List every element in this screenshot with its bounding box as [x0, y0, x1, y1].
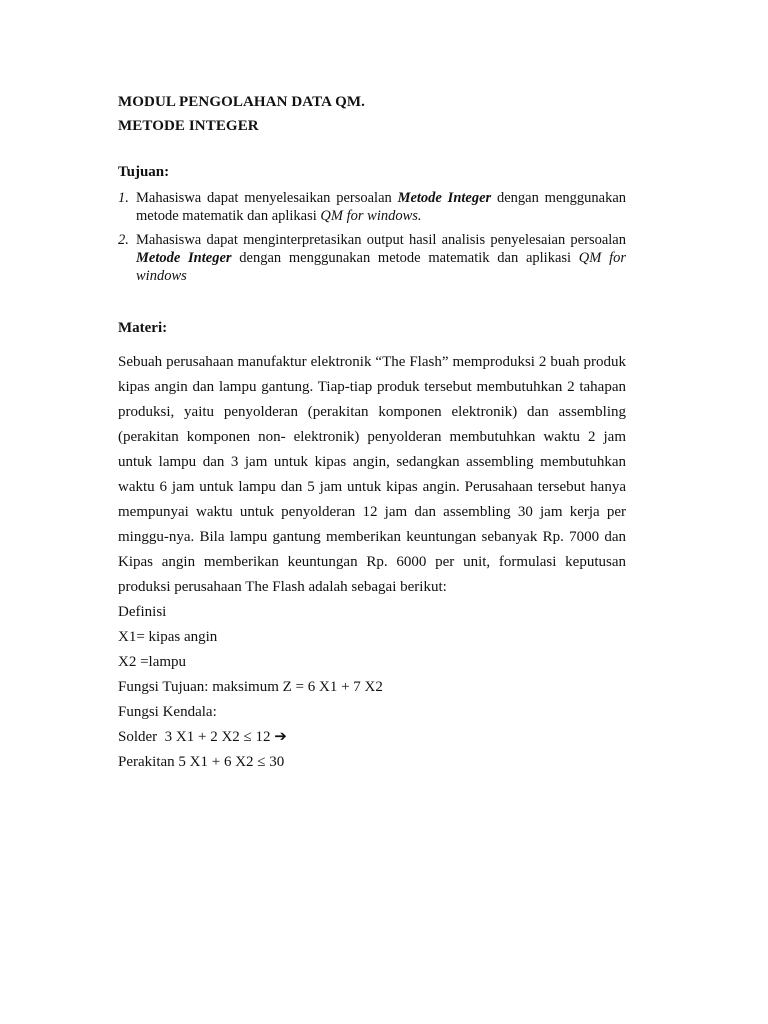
tujuan-item-number: 2.: [118, 232, 129, 248]
tujuan-item-2: [118, 231, 626, 285]
tujuan-heading: Tujuan:: [118, 164, 170, 180]
materi-heading: Materi:: [118, 320, 168, 336]
tujuan-text: .: [417, 208, 422, 224]
tujuan-item-1: [118, 189, 626, 225]
tujuan-item-number: 1.: [118, 190, 129, 206]
tujuan-text: Mahasiswa dapat menginterpretasikan output hasil analisis penyelesaian persoalan: [136, 232, 626, 248]
title-line-1: MODUL PENGOLAHAN DATA QM.: [118, 94, 365, 110]
definition-x2: X2 =lampu: [118, 654, 187, 670]
definition-x1: X1= kipas angin: [118, 629, 218, 645]
arrow-right-icon: ➔: [274, 729, 287, 745]
constraint-solder-text: Solder 3 X1 + 2 X2 ≤ 12: [118, 729, 275, 745]
materi-paragraph: Sebuah perusahaan manufaktur elektronik “The Flash” memproduksi 2 buah produk kipas angin dan lampu gantung. Tiap-tiap produk tersebut membutuhkan 2 tahapan produksi, yaitu penyolderan (perakitan komponen elektronik) dan assembling (perakitan komponen non- elektronik) penyolderan membutuhkan waktu 2 jam untuk lampu dan 3 jam untuk kipas angin, sedangkan assembling membutuhkan waktu 6 jam untuk lampu dan 5 jam untuk kipas angin. Perusahaan tersebut hanya mempunyai waktu untuk penyolderan 12 jam dan assembling 30 jam kerja per minggu-nya. Bila lampu gantung memberikan keuntungan sebanyak Rp. 7000 dan Kipas angin memberikan keuntungan Rp. 6000 per unit, formulasi keputusan produksi perusahaan The Flash adalah sebagai berikut:: [118, 354, 626, 595]
tujuan-emphasis: Metode Integer: [397, 190, 492, 206]
objective-function: Fungsi Tujuan: maksimum Z = 6 X1 + 7 X2: [118, 679, 383, 695]
tujuan-emphasis: Metode Integer: [136, 250, 232, 266]
tujuan-list: [118, 189, 626, 285]
tujuan-app-name: QM for windows: [136, 250, 627, 284]
document-page: [118, 90, 626, 775]
constraint-heading: Fungsi Kendala:: [118, 704, 217, 720]
title-line-2: METODE INTEGER: [118, 118, 259, 134]
tujuan-text: dengan menggunakan metode matematik dan aplikasi: [136, 190, 627, 224]
definisi-label: Definisi: [118, 604, 167, 620]
tujuan-app-name: QM for windows: [320, 208, 418, 224]
tujuan-text: Mahasiswa dapat menyelesaikan persoalan: [136, 190, 398, 206]
constraint-solder: [118, 725, 626, 750]
tujuan-text: dengan menggunakan metode matematik dan aplikasi: [231, 250, 579, 266]
document-title: [118, 90, 626, 138]
constraint-perakitan: Perakitan 5 X1 + 6 X2 ≤ 30: [118, 754, 285, 770]
